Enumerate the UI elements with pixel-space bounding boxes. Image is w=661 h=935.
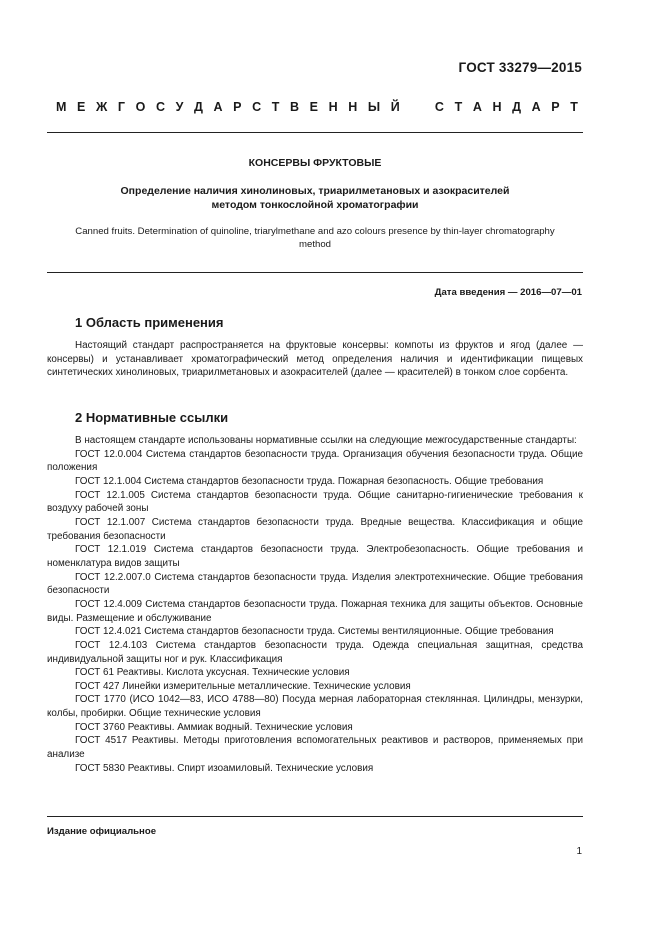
document-subtitle <box>47 184 583 212</box>
banner-letter: Т <box>271 100 280 114</box>
english-title <box>47 225 583 251</box>
reference-item: ГОСТ 3760 Реактивы. Аммиак водный. Технические условия <box>75 721 353 733</box>
reference-item: ГОСТ 12.0.004 Система стандартов безопасности труда. Организация обучения безопасности труда. Общие положения <box>47 448 583 474</box>
footer-divider <box>47 816 583 817</box>
banner-letter: Р <box>233 100 242 114</box>
reference-items <box>47 448 583 776</box>
reference-item: ГОСТ 12.2.007.0 Система стандартов безопасности труда. Изделия электротехнические. Общие требования безопасности <box>47 571 583 597</box>
banner-letter: Д <box>193 100 203 114</box>
english-title-line: method <box>299 239 331 250</box>
reference-item: ГОСТ 12.4.021 Система стандартов безопасности труда. Системы вентиляционные. Общие требования <box>75 626 554 638</box>
banner-letter: С <box>252 100 262 114</box>
banner-letter: А <box>213 100 223 114</box>
title-divider <box>47 272 583 273</box>
banner-letter: У <box>175 100 184 114</box>
document-title: КОНСЕРВЫ ФРУКТОВЫЕ <box>248 157 382 169</box>
banner-letter: Г <box>117 100 125 114</box>
reference-item: ГОСТ 12.1.019 Система стандартов безопасности труда. Электробезопасность. Общие требования и номенклатура видов защиты <box>47 544 583 569</box>
subtitle-line: Определение наличия хинолиновых, триарилметановых и азокрасителей <box>120 185 510 197</box>
banner-letter: М <box>56 100 67 114</box>
reference-item: ГОСТ 12.1.004 Система стандартов безопасности труда. Пожарная безопасность. Общие требования <box>75 475 544 487</box>
reference-item: ГОСТ 4517 Реактивы. Методы приготовления вспомогательных реактивов и растворов, применяемых при анализе <box>47 735 583 761</box>
reference-item: ГОСТ 12.1.005 Система стандартов безопасности труда. Общие санитарно-гигиенические требования к воздуху рабочей зоны <box>47 489 583 515</box>
banner-letter: Р <box>551 100 560 114</box>
official-edition-label: Издание официальное <box>47 826 157 837</box>
banner-letter: Т <box>570 100 578 114</box>
normative-references-list <box>47 434 583 775</box>
reference-item: ГОСТ 427 Линейки измерительные металлические. Технические условия <box>75 680 411 692</box>
section-heading-references: 2 Нормативные ссылки <box>75 410 229 425</box>
banner-letter: Ы <box>367 100 381 114</box>
banner-letter: Е <box>309 100 318 114</box>
standard-number: ГОСТ 33279—2015 <box>458 60 582 75</box>
banner-letter: Н <box>348 100 358 114</box>
reference-item: ГОСТ 12.4.103 Система стандартов безопасности труда. Одежда специальная защитная, средства индивидуальной защиты ног и рук. Классификация <box>47 639 583 665</box>
banner-letter: Д <box>512 100 521 114</box>
banner-letter: Й <box>390 100 400 114</box>
scope-paragraph: Настоящий стандарт распространяется на фруктовые консервы: компоты из фруктов и ягод (далее — консервы) и устанавливает хроматографический метод определения наличия и идентификации пищевых синтетических хинолиновых, триарилметановых и азокрасителей (далее — красителей) в тонком слое сорбента. <box>47 340 583 379</box>
banner-letter: Ж <box>95 100 108 114</box>
banner-letter: О <box>135 100 146 114</box>
banner-letter: С <box>155 100 165 114</box>
banner-letter: Е <box>77 100 86 114</box>
subtitle-line: методом тонкослойной хроматографии <box>211 199 419 211</box>
reference-item: ГОСТ 12.4.009 Система стандартов безопасности труда. Пожарная техника для защиты объектов. Основные виды. Размещение и обслуживание <box>47 598 583 624</box>
banner-letter: Т <box>454 100 463 114</box>
banner-letter: Н <box>492 100 502 114</box>
reference-item: ГОСТ 12.1.007 Система стандартов безопасности труда. Вредные вещества. Классификация и общие требования безопасности <box>47 516 583 542</box>
banner-letter: А <box>472 100 482 114</box>
banner-letter: С <box>434 100 444 114</box>
banner-letter: В <box>289 100 300 114</box>
references-intro: В настоящем стандарте использованы нормативные ссылки на следующие межгосударственные стандарты: <box>75 435 577 446</box>
reference-item: ГОСТ 1770 (ИСО 1042—83, ИСО 4788—80) Посуда мерная лабораторная стеклянная. Цилиндры, мензурки, колбы, пробирки. Общие технические условия <box>47 694 583 720</box>
banner-letter: Н <box>328 100 338 114</box>
reference-item: ГОСТ 5830 Реактивы. Спирт изоамиловый. Технические условия <box>75 762 374 774</box>
english-title-line: Canned fruits. Determination of quinoline, triarylmethane and azo colours presence by thin-layer chromatography <box>75 226 555 237</box>
banner-letter: А <box>531 100 541 114</box>
introduction-date: Дата введения — 2016—07—01 <box>434 287 582 298</box>
top-divider <box>47 132 583 133</box>
section-heading-scope: 1 Область применения <box>75 315 224 330</box>
page-number: 1 <box>576 846 582 857</box>
reference-item: ГОСТ 61 Реактивы. Кислота уксусная. Технические условия <box>75 667 350 679</box>
interstate-standard-banner <box>56 100 578 114</box>
